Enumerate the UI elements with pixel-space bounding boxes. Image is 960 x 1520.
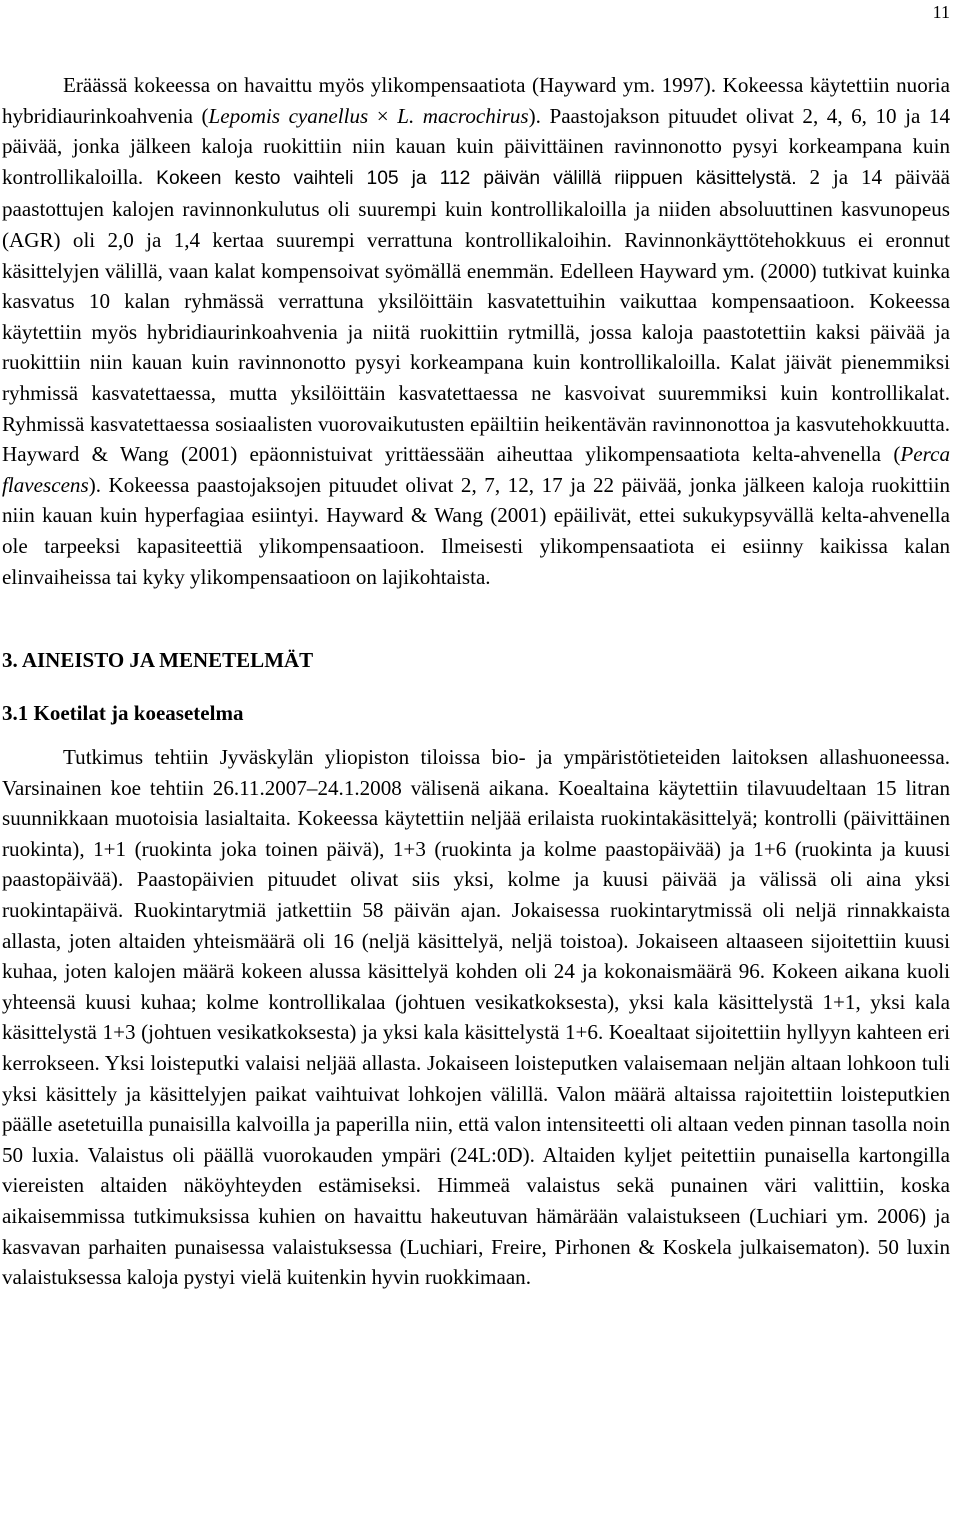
text-run: 2 ja 14 päivää paastottujen kalojen ravinnonkulutus oli suurempi kuin kontrollikaloilla ja niiden absoluuttinen kasvunopeus (AGR) oli 2,0 ja 1,4 kertaa suurempi verrattuna kontrollikaloihin. Ravinnonkäyttötehokkuus ei eronnut käsittelyjen välillä, vaan kalat kompensoivat syömällä enemmän. Edelleen Hayward ym. (2000) tutkivat kuinka kasvatus 10 kalan ryhmässä verrattuna yksilöittäin kasvatettuihin vaikuttaa kompensaatioon. Kokeessa käytettiin myös hybridiaurinkoahvenia ja niitä ruokittiin rytmillä, jossa kaloja paastotettiin kaksi päivää ja ruokittiin niin kauan kuin ravinnonotto pysyi korkeampana kuin kontrollikaloilla. Kalat jäivät pienemmiksi ryhmissä kasvatettaessa, mutta yksilöittäin kasvatettaessa ne kasvoivat suuremmiksi kuin kontrollikalat. Ryhmissä kasvatettaessa sosiaalisten vuorovaikutusten epäiltiin heikentävän ravinnonottoa ja kasvutehokkuutta. Hayward & Wang (2001) epäonnistuivat yrittäessään aiheuttaa ylikompensaatiota kelta-ahvenella (	[2, 164, 950, 467]
species-name: Lepomis cyanellus	[208, 103, 369, 128]
text-run: Kokeen kesto vaihteli 105 ja 112 päivän välillä riippuen käsittelystä.	[156, 167, 797, 189]
species-name: L. macrochirus	[397, 103, 529, 128]
species-name: Perca flavescens	[2, 442, 950, 497]
section-heading: 3. AINEISTO JA MENETELMÄT	[2, 648, 314, 673]
subsection-heading: 3.1 Koetilat ja koeasetelma	[2, 701, 244, 726]
intro-paragraph	[2, 70, 950, 592]
text-run: ). Paastojakson pituudet olivat 2, 4, 6, 10 ja 14 päivää, jonka jälkeen kaloja ruokittiin niin kauan kuin päivittäinen ravinnonotto pysyi korkeampana kuin kontrollikaloilla.	[2, 103, 950, 189]
page-content	[2, 70, 950, 1293]
text-run: ). Kokeessa paastojaksojen pituudet olivat 2, 7, 12, 17 ja 22 päivää, jonka jälkeen kaloja ruokittiin niin kauan kuin hyperfagiaa esiintyi. Hayward & Wang (2001) epäilivät, ettei sukukypsyvällä kelta-ahvenella ole tarpeeksi kapasiteettiä ylikompensaatioon. Ilmeisesti ylikompensaatiota ei esiinny kaikissa kalan elinvaiheissa tai kyky ylikompensaatioon on lajikohtaista.	[2, 472, 950, 589]
text-run: ×	[368, 103, 398, 128]
text-run: Eräässä kokeessa on havaittu myös ylikompensaatiota (Hayward ym. 1997). Kokeessa käytettiin nuoria hybridiaurinkoahvenia (	[2, 73, 950, 128]
page-number: 11	[932, 2, 950, 22]
section-paragraph: Tutkimus tehtiin Jyväskylän yliopiston tiloissa bio- ja ympäristötieteiden laitoksen allashuoneessa. Varsinainen koe tehtiin 26.11.2007–24.1.2008 välisenä aikana. Koealtaina käytettiin tilavuudeltaan 15 litran suunnikkaan muotoisia lasialtaita. Kokeessa käytettiin neljää erilaista ruokintakäsittelyä; kontrolli (päivittäinen ruokinta), 1+1 (ruokinta joka toinen päivä), 1+3 (ruokinta ja kolme paastopäivää) ja 1+6 (ruokinta ja kuusi paastopäivää). Paastopäivien pituudet olivat siis yksi, kolme ja kuusi päivää ja välissä oli aina yksi ruokintapäivä. Ruokintarytmiä jatkettiin 58 päivän ajan. Jokaisessa ruokintarytmissä oli neljä rinnakkaista allasta, joten altaiden yhteismäärä oli 16 (neljä käsittelyä, neljä toistoa). Jokaiseen altaaseen sijoitettiin kuusi kuhaa, joten kalojen määrä kokeen alussa käsittelyä kohden oli 24 ja kokonaismäärä 96. Kokeen aikana kuoli yhteensä kuusi kuhaa; kolme kontrollikalaa (johtuen vesikatkoksesta), yksi kala käsittelystä 1+1, yksi kala käsittelystä 1+3 (johtuen vesikatkoksesta) ja yksi kala käsittelystä 1+6. Koealtaat sijoitettiin hyllyyn kahteen eri kerrokseen. Yksi loisteputki valaisi neljää allasta. Jokaiseen loisteputken valaisemaan neljän altaan lohkoon tuli yksi käsittely ja käsittelyjen paikat vaihtuivat lohkojen välillä. Valon määrä altaissa rajoitettiin loisteputkien päälle asetetuilla punaisilla kalvoilla ja paperilla niin, että valon intensiteetti oli altaan veden pinnan tasolla noin 50 luxia. Valaistus oli päällä vuorokauden ympäri (24L:0D). Altaiden kyljet peitettiin punaisella kartongilla viereisten altaiden näköyhteyden estämiseksi. Himmeä valaistus sekä punainen väri valittiin, koska aikaisemmissa tutkimuksissa kuhien on havaittu hakeutuvan hämärään valaistukseen (Luchiari ym. 2006) ja kasvavan parhaiten punaisessa valaistuksessa (Luchiari, Freire, Pirhonen & Koskela julkaisematon). 50 luxin valaistuksessa kaloja pystyi vielä kuitenkin hyvin ruokkimaan.	[2, 745, 950, 1290]
